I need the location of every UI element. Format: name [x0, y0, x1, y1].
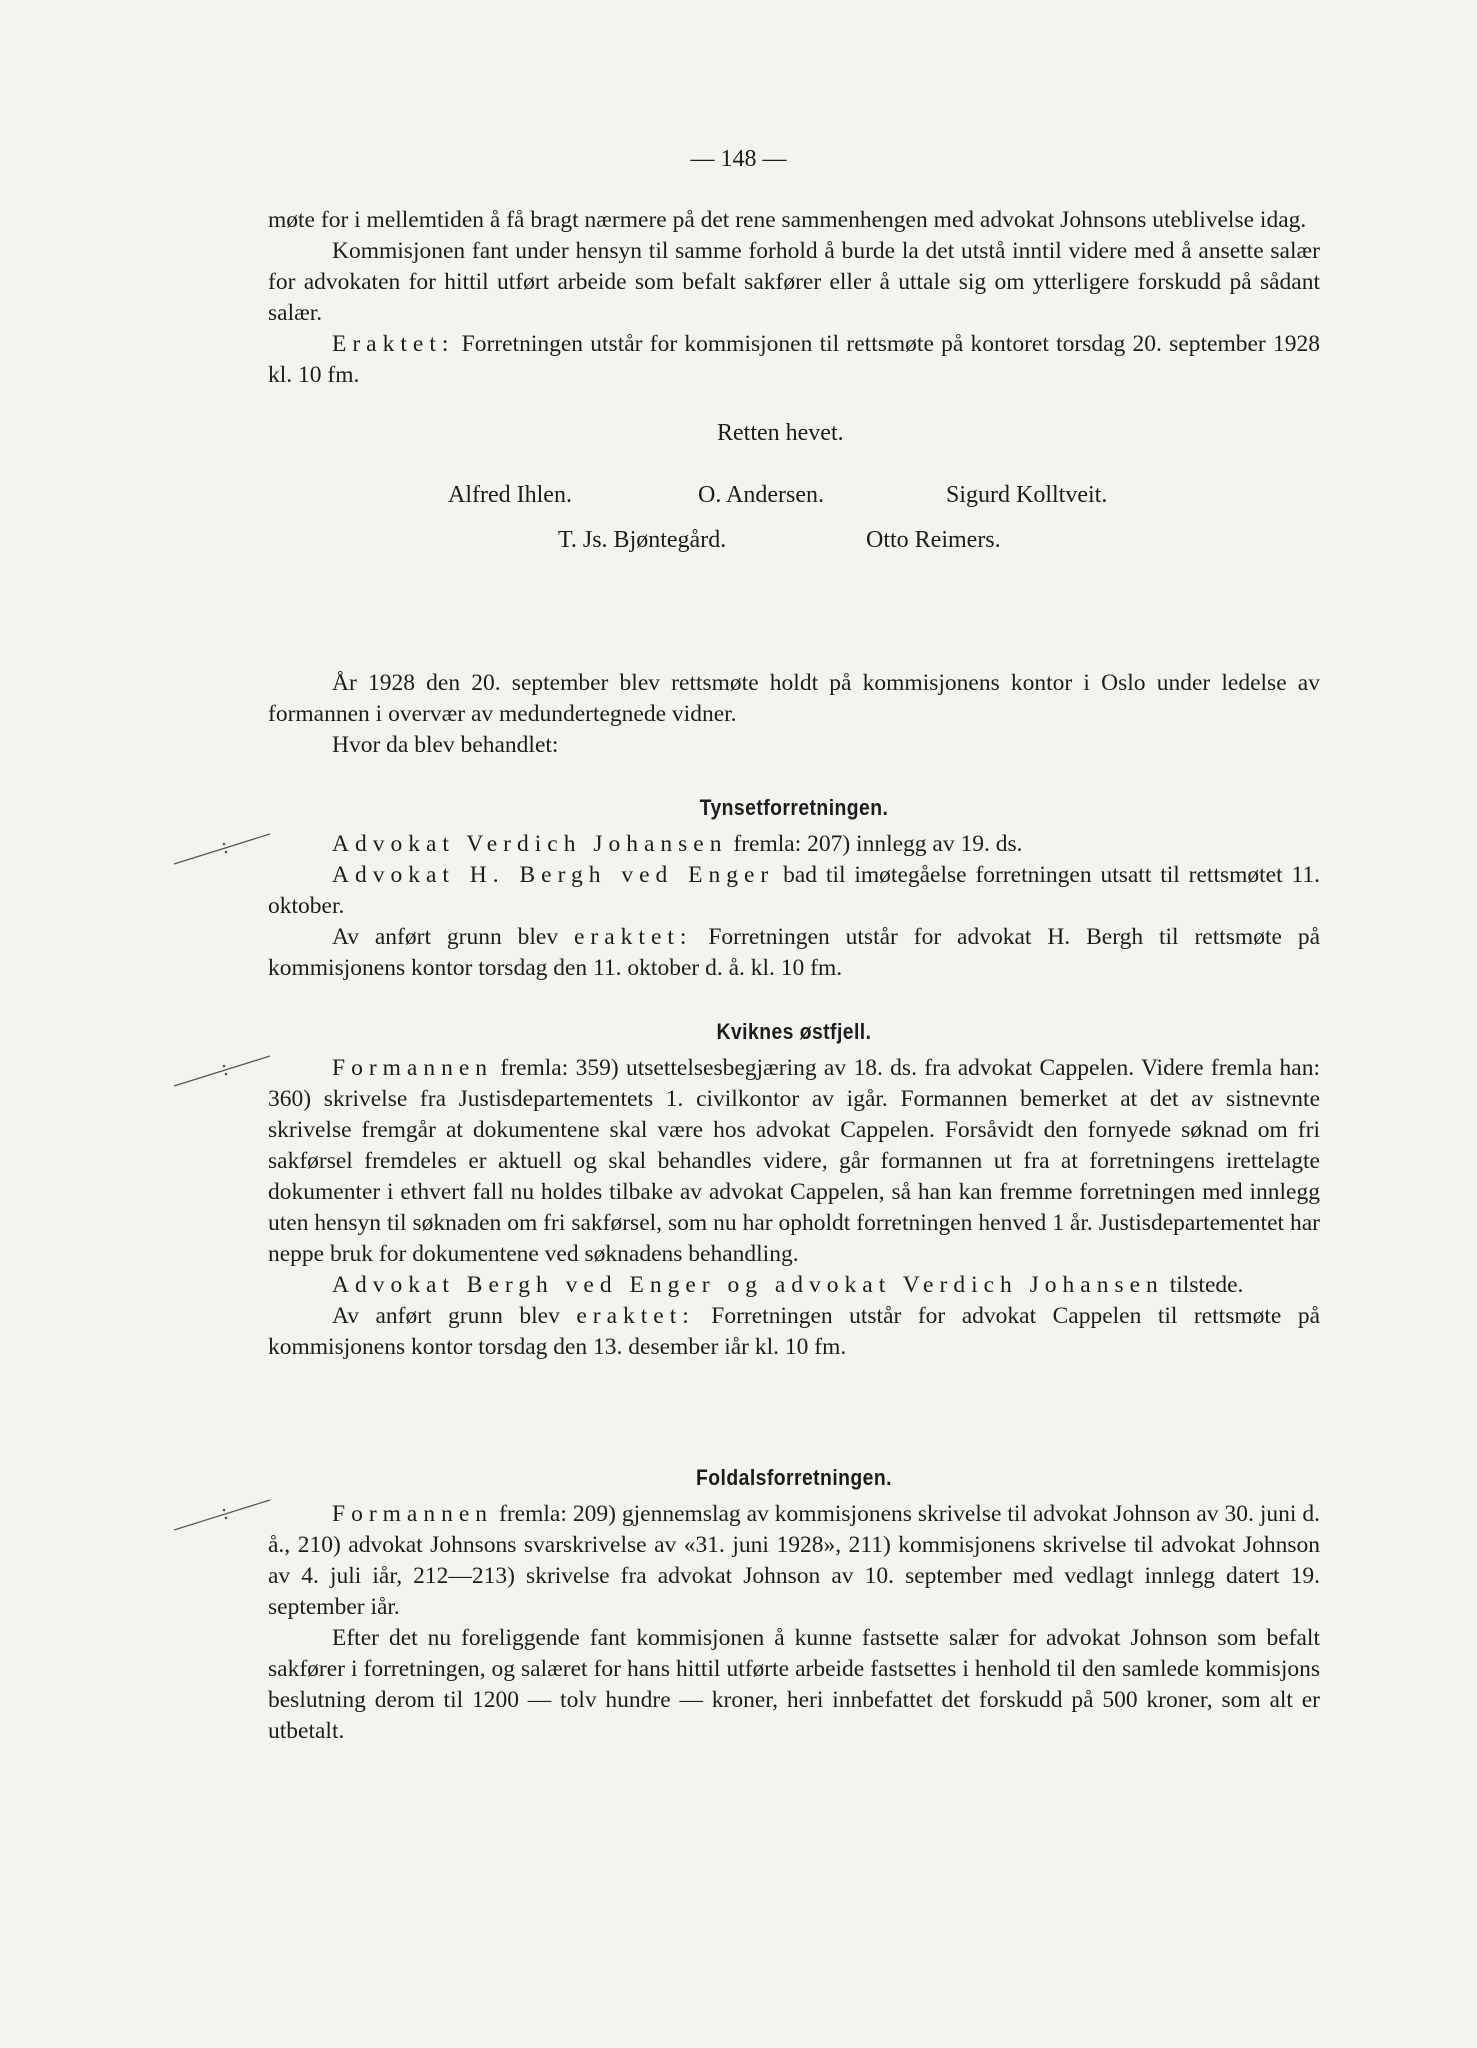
paragraph: Formannen fremla: 359) utsettelsesbegjæring av 18. ds. fra advokat Cappelen. Videre fremla han: 360) skrivelse fra Justisdepartementets 1. civilkontor av igår. Formannen bemerket at det av sistnevnte skrivelse fremgår at dokumentene skal være hos advokat Cappelen. Forsåvidt den fornyede søknad om fri sakførsel fremdeles er aktuell og skal behandles videre, går formannen ut fra at forretningens irettelagte dokumenter i ethvert fall nu holdes tilbake av advokat Cappelen, så han kan fremme forretningen med innlegg uten hensyn til søknaden om fri sakførsel, som nu har opholdt forretningen henved 1 år. Justisdepartementet har neppe bruk for dokumentene ved søknadens behandling.: [268, 1055, 1320, 1267]
section-foldal: [268, 1462, 1320, 1747]
section-heading: Foldalsforretningen.: [696, 1465, 892, 1490]
paragraph: Efter det nu foreliggende fant kommisjonen å kunne fastsette salær for advokat Johnson som befalt sakfører i forretningen, og salæret for hans hittil utførte arbeide fastsettes i henhold til den samlede kommisjons beslutning derom til 1200 — tolv hundre — kroner, heri innbefattet det forskudd på 500 kroner, som alt er utbetalt.: [268, 1625, 1320, 1744]
paragraph: Formannen fremla: 209) gjennemslag av kommisjonens skrivelse til advokat Johnson av 30. juni d. å., 210) advokat Johnsons svarskrivelse av «31. juni 1928», 211) kommisjonens skrivelse til advokat Johnson av 4. juli iår, 212—213) skrivelse fra advokat Johnson av 10. september med vedlagt innlegg datert 19. september iår.: [268, 1501, 1320, 1620]
signature: T. Js. Bjøntegård.: [558, 527, 727, 553]
paragraph: Kommisjonen fant under hensyn til samme forhold å burde la det utstå inntil videre med å ansette salær for advokaten for hittil utført arbeide som befalt sakfører eller å uttale sig om ytterligere forskudd på sådant salær.: [268, 238, 1320, 326]
paragraph: År 1928 den 20. september blev rettsmøte holdt på kommisjonens kontor i Oslo under ledelse av formannen i overvær av medundertegnede vidner.: [268, 670, 1320, 727]
margin-pencil-mark: [172, 1052, 272, 1092]
text-block-session: [268, 668, 1320, 761]
signature: O. Andersen.: [698, 482, 824, 508]
section-heading: Kviknes østfjell.: [716, 1019, 872, 1044]
paragraph: Advokat Bergh ved Enger og advokat Verdich Johansen tilstede.: [332, 1272, 1244, 1298]
paragraph: møte for i mellemtiden å få bragt nærmere på det rene sammenhengen med advokat Johnsons uteblivelse idag.: [268, 207, 1307, 233]
spaced-word: Eraktet:: [332, 331, 455, 357]
signature: Sigurd Kolltveit.: [946, 482, 1108, 508]
paragraph: Advokat Verdich Johansen fremla: 207) innlegg av 19. ds.: [332, 831, 1023, 857]
text-block-top: [268, 205, 1320, 391]
paragraph: Hvor da blev behandlet:: [332, 732, 559, 758]
signature: Alfred Ihlen.: [448, 482, 572, 508]
section-heading: Tynsetforretningen.: [699, 795, 889, 820]
section-tynset: [268, 792, 1320, 984]
signature: Otto Reimers.: [866, 527, 1001, 553]
retten-hevet: Retten hevet.: [717, 420, 844, 446]
margin-pencil-mark: [172, 1496, 272, 1536]
paragraph: Advokat H. Bergh ved Enger bad til imøtegåelse forretningen utsatt til rettsmøtet 11. oktober.: [268, 862, 1320, 919]
page-number: — 148 —: [690, 146, 787, 172]
margin-pencil-mark: [172, 830, 272, 870]
paragraph: Av anført grunn blev eraktet: Forretningen utstår for advokat H. Bergh til rettsmøte på kommisjonens kontor torsdag den 11. oktober d. å. kl. 10 fm.: [268, 924, 1321, 981]
section-kviknes: [268, 1016, 1320, 1363]
paragraph: Av anført grunn blev eraktet: Forretningen utstår for advokat Cappelen til rettsmøte på kommisjonens kontor torsdag den 13. desember iår kl. 10 fm.: [268, 1303, 1320, 1360]
paragraph: Eraktet: Forretningen utstår for kommisjonen til rettsmøte på kontoret torsdag 20. september 1928 kl. 10 fm.: [268, 331, 1320, 388]
